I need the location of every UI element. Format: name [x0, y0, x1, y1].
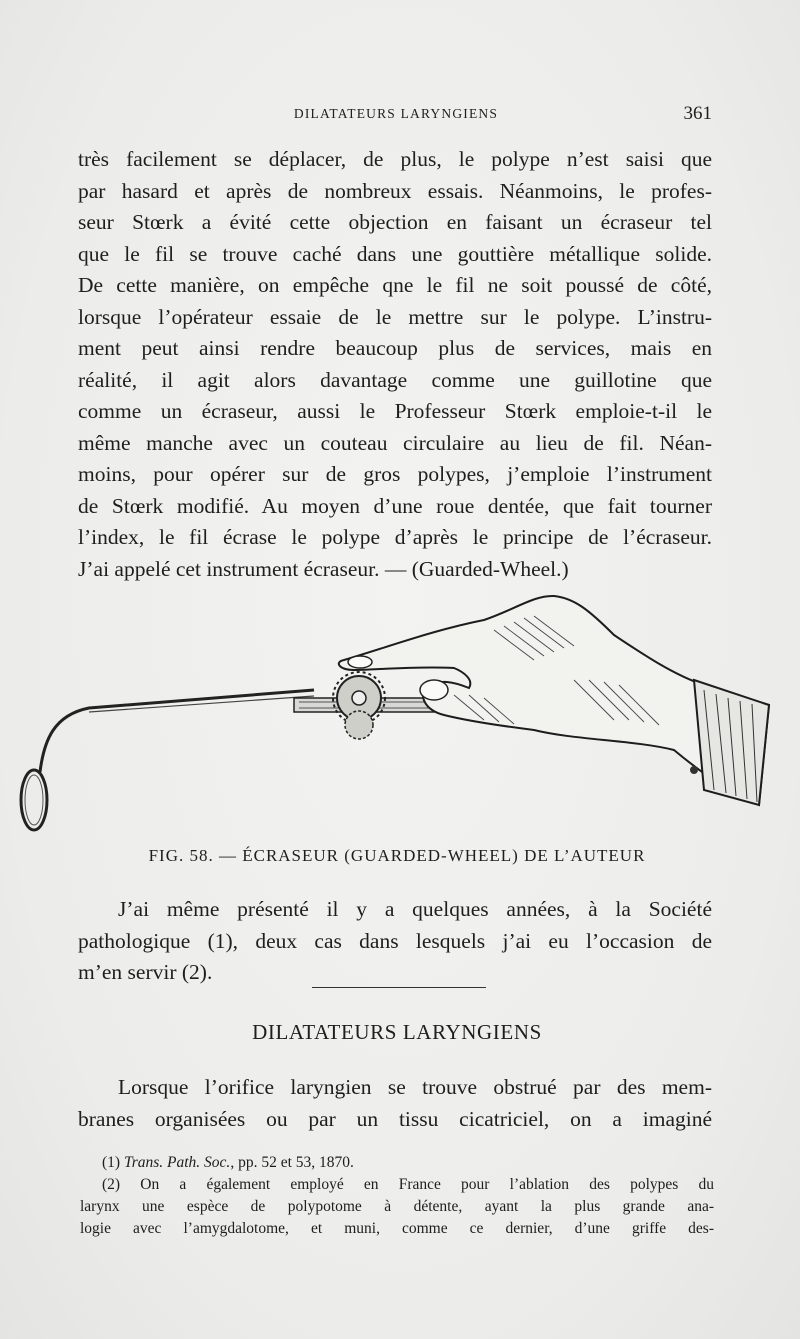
page-header — [80, 103, 712, 134]
text-line: que le fil se trouve caché dans une gouttière métallique solide. — [78, 241, 712, 266]
text-line: J’ai appelé cet instrument écraseur. — (Guarded-Wheel.) — [78, 556, 569, 581]
text-line: pathologique (1), deux cas dans lesquels j’ai eu l’occasion de — [78, 928, 712, 953]
footnote-1-marker: (1) — [102, 1154, 121, 1171]
footnotes — [80, 1152, 714, 1240]
footnote-2-line: (2) On a également employé en France pour l’ablation des polypes du — [102, 1176, 714, 1193]
text-line: comme un écraseur, aussi le Professeur Stœrk emploie-t-il le — [78, 399, 712, 423]
text-line: l’index, le fil écrase le polype d’après le principe de l’écraseur. — [78, 525, 712, 549]
text-line: Lorsque l’orifice laryngien se trouve obstrué par des mem- — [118, 1075, 712, 1099]
text-line: ment peut ainsi rendre beaucoup plus de services, mais en — [78, 336, 712, 360]
text-line: très facilement se déplacer, de plus, le polype n’est saisi que — [78, 147, 712, 171]
text-line: seur Stœrk a évité cette objection en faisant un écraseur tel — [78, 210, 712, 234]
text-line: De cette manière, on empêche qne le fil ne soit poussé de côté, — [78, 273, 712, 297]
text-line: J’ai même présenté il y a quelques années, à la Société — [118, 897, 712, 921]
footnote-1-citation: , pp. 52 et 53, 1870. — [230, 1154, 354, 1171]
section-divider — [312, 987, 486, 988]
text-line: de Stœrk modifié. Au moyen d’une roue dentée, que fait tourner — [78, 493, 712, 518]
ecraseur-hand-engraving — [14, 590, 774, 840]
running-title: DILATATEURS LARYNGIENS — [293, 106, 499, 121]
figure-ecraseur-illustration — [14, 590, 774, 840]
text-line: branes organisées ou par un tissu cicatriciel, on a imaginé — [78, 1106, 712, 1131]
text-line: réalité, il agit alors davantage comme une guillotine que — [78, 367, 712, 392]
footnote-2-line: larynx une espèce de polypotome à détente, ayant la plus grande ana- — [80, 1198, 714, 1215]
section-heading: DILATATEURS LARYNGIENS — [252, 1020, 542, 1044]
figure-caption: FIG. 58. — ÉCRASEUR (GUARDED-WHEEL) DE L’AUTEUR — [148, 846, 646, 865]
paragraph-stoerk-ecraseur — [78, 144, 712, 585]
text-line: par hasard et après de nombreux essais. Néanmoins, le profes- — [78, 178, 712, 203]
paragraph-societe-pathologique — [78, 894, 712, 989]
footnote-1-journal: Trans. Path. Soc. — [123, 1154, 231, 1171]
text-line: lorsque l’opérateur essaie de le mettre sur le polype. L’instru- — [78, 304, 712, 329]
text-line: m’en servir (2). — [78, 960, 213, 984]
page-number: 361 — [683, 103, 712, 124]
footnote-2-line: logie avec l’amygdalotome, et muni, comme ce dernier, d’une griffe des- — [80, 1220, 714, 1237]
paragraph-orifice-laryngien — [78, 1072, 712, 1135]
text-line: même manche avec un couteau circulaire au lieu de fil. Néan- — [78, 430, 712, 455]
footnote-1 — [80, 1152, 714, 1174]
text-line: moins, pour opérer sur de gros polypes, j’emploie l’instrument — [78, 462, 712, 486]
